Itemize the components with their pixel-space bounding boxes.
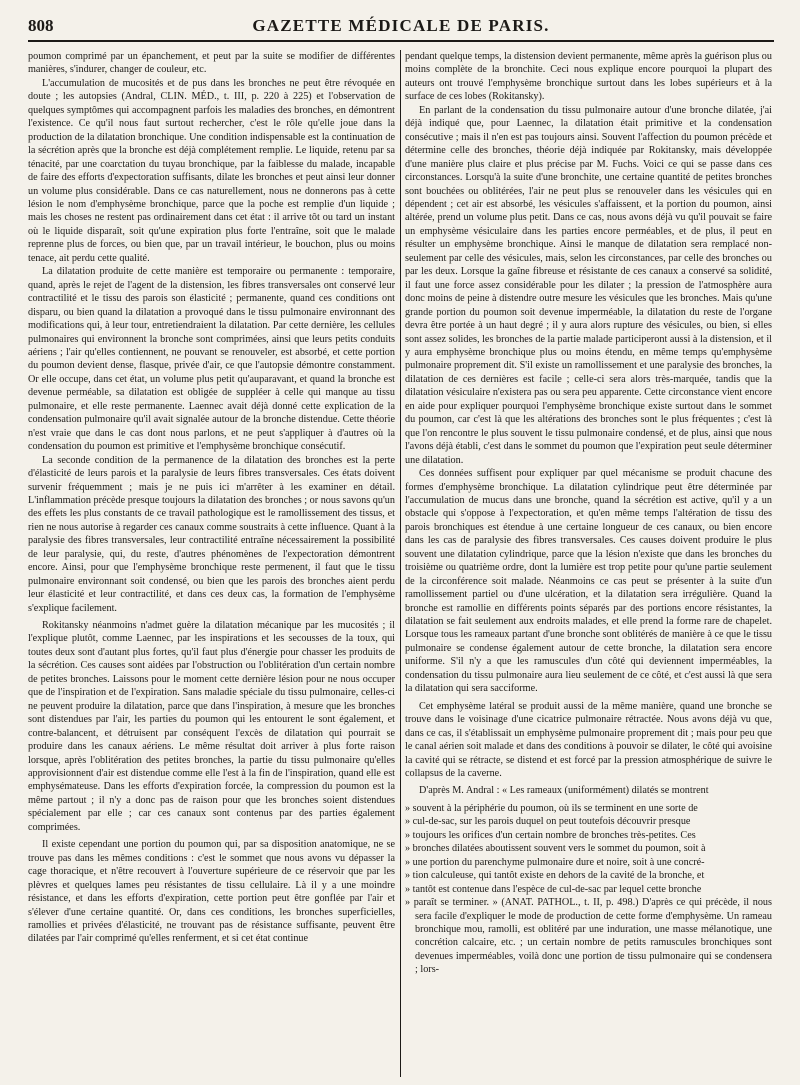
paragraph: Rokitansky néanmoins n'admet guère la dilatation mécanique par les mucosités ; il l'explique plutôt, comme Laennec, par les inspirations et les secousses de la toux, qui toutes deux sont d'autant plus fortes, qu'il faut plus d'énergie pour chasser les produits de la sécrétion. Ces causes sont aidées par l'obstruction ou l'oblitération d'un certain nombre de petites bronches. Laissons pour le moment cette dernière lésion pour ne nous occuper que de l'inspiration et de l'expiration. Sans maladie spéciale du tissu pulmonaire, celles-ci ne peuvent produire la dilatation, parce que dans l'inspiration, à mesure que les bronches sont distendues par l'air, les parties du poumon qui les entourent le sont également, et contre-balancent, et détruisent par conséquent l'excès de dilatation qui pourrait se produire dans les canaux aériens. Le même résultat doit arriver à plus forte raison lorsque, après l'oblitération des petites bronches, la partie du tissu pulmonaire qu'elles approvisionnent d'air est distendue comme elle l'est à la fin de l'inspiration, quand elle est emphysémateuse. Dans les efforts d'expiration forcée, la compression du poumon est la même partout ; il n'y a donc pas de raison pour que les bronches soient distendues spécialement par elle ; car ces canaux sont contenus par des parties également comprimées. xyxy=(28,620,395,833)
page-number: 808 xyxy=(28,16,54,35)
paragraph: La dilatation produite de cette manière est temporaire ou permanente : temporaire, quand, après le rejet de l'agent de la distension, les fibres transversales ont conservé leur contractilité et le tissu des parois son élasticité ; permanente, quand ces conditions ont disparu, ou bien quand la dilatation a provoqué dans le tissu pulmonaire environnant des modifications qui, à leur tour, entretiendraient la dilatation. Par cette dernière, les cellules pulmonaires qui environnent la bronche sont comprimées, ainsi que leurs petits conduits aériens ; l'air qu'elles contiennent, ne pouvant se renouveler, est absorbé, et cette portion du poumon devient dense, flasque, privée d'air, ce que l'autopsie démontre constamment. Or elle occupe, dans cet état, un volume plus petit qu'auparavant, et quand la bronche est devenue perméable, sa dilatation est obligée de suppléer à celle qui manque au tissu pulmonaire, et elle reste permanente. Laennec avait déjà donné cette explication de la condensation pulmonaire qu'il avait signalée autour de la bronche distendue. Cette théorie n'est vraie que dans le cas dont nous parlons, et ne peut s'appliquer à d'autres où la condensation du poumon est primitive et l'emphysème bronchique consécutif. xyxy=(28,266,395,453)
left-column xyxy=(28,50,395,1077)
quote-line: » souvent à la périphérie du poumon, où ils se terminent en une sorte de xyxy=(405,802,698,814)
paragraph: La seconde condition de la permanence de la dilatation des bronches est la perte d'élasticité de leurs parois et la paralysie de leurs fibres transversales. Ces états doivent survenir fréquemment ; mais je ne puis ici m'arrêter à les examiner en détail. L'inflammation précède presque toujours la dilatation des bronches ; or nous savons qu'un des effets les plus constants de ce travail pathologique est le ramollissement des tissus, et rien ne nous autorise à regarder ces canaux comme soustraits à cette influence. Quant à la paralysie des fibres transversales, leur contractilité entraîne nécessairement la possibilité de leur paralysie, qui, du reste, d'autres phénomènes de l'expectoration démontrent encore. Ainsi, pour que l'emphysème bronchique reste permenent, il faut que le tissu pulmonaire environnant soit condensé, ou bien que les parois des bronches aient perdu leur élasticité et leur contractilité, et dans ces deux cas, la formation de l'emphysème s'explique facilement. xyxy=(28,454,395,614)
article-body xyxy=(28,50,774,1077)
paragraph: L'accumulation de mucosités et de pus dans les bronches ne peut être révoquée en doute ; les autopsies (Andral, CLIN. MÉD., t. III, p. 220 à 225) et l'observation de quelques symptômes qui accompagnent parfois les maladies des bronches, en démontrent l'existence. Ce qu'il nous faut surtout rechercher, c'est le rôle qu'elle joue dans la production de la dilatation bronchique. Une condition indispensable est la continuation de la sécrétion après que la bronche est déjà complétement remplie. Le liquide, retenu par sa ténacité, par une coarctation du tuyau bronchique, par la faiblesse du malade, incapable de faire des efforts d'expectoration suffisants, dilate les bronches et peut ainsi leur donner un volume plus considérable. Dans ce cas naturellement, nous ne donnerons pas à cette lésion le nom d'emphysème bronchique, parce que la poche est remplie d'un liquide ; mais les choses ne restent pas ordinairement dans cet état : il arrive tôt ou tard un instant où le liquide disparaît, soit qu'une expiration plus forte l'entraîne, soit que le malade reprenne plus de forces, ou bien que, par un travail intérieur, le bouchon, plus ou moins tenace, ait perdu cette qualité. xyxy=(28,77,395,264)
paragraph: pendant quelque temps, la distension devient permanente, même après la guérison plus ou moins complète de la bronchite. Ceci nous explique encore pourquoi la plupart des auteurs ont trouvé l'emphysème bronchique surtout dans les lobes supérieurs et à la surface de ces lobes (Rokitansky). xyxy=(405,51,772,103)
quote-line: » paraît se terminer. » (ANAT. PATHOL., t. II, p. 498.) D'après ce qui précède, il nous sera facile d'expliquer le mode de production de cette forme d'emphysème. Un rameau bronchique mou, ramolli, est oblitéré par une induration, une masse mélanotique, une concrétion calcaire, etc. ; un certain nombre de petits ramuscules bronchiques sont devenues imperméables, voilà donc une portion de tissu pulmonaire qui se condensera ; lors- xyxy=(405,897,772,976)
paragraph: Ces données suffisent pour expliquer par quel mécanisme se produit chacune des formes d'emphysème bronchique. La dilatation cylindrique peut être déterminée par l'accumulation de mucus dans une bronche, quand la sécrétion est active, qu'il y a un obstacle qui s'oppose à l'expectoration, et qu'en même temps l'altération de tissu des parois bronchiques est étendue à une certaine longueur de ces canaux, ou bien encore dans les cas de paralysie des fibres transversales. Ces causes doivent produire le plus souvent une dilatation cylindrique, parce que la lésion n'existe que dans les bronches du troisième ou quatrième ordre, dont la lumière est trop petite pour qu'une partie seulement de la circonférence soit malade. Néanmoins ce cas peut se présenter à la suite d'un ramollissement partiel ou d'une ulcération, et la dilatation sera irrégulière. Quand la bronche est ramollie en différents points séparés par des portions encore résistantes, la dilatation se fait seulement aux endroits malades, et elle prend la forme rare de chapelet. Lorsque tous les rameaux partant d'une bronche sont oblitérés de manière à ce que le tissu pulmonaire se condense également autour de cette bronche, la dilatation sera encore uniforme. S'il n'y a que les ramuscules d'un côté qui deviennent imperméables, la condensation du tissu pulmonaire aura lieu seulement de ce côté, et c'est aussi là que sera la dilatation qui sera sacciforme. xyxy=(405,468,772,695)
column-divider xyxy=(400,50,401,1077)
right-column xyxy=(405,50,772,1077)
quote-line: » toujours les orifices d'un certain nombre de bronches très-petites. Ces xyxy=(405,829,696,841)
paragraph: D'après M. Andral : « Les rameaux (uniformément) dilatés se montrent xyxy=(419,785,709,797)
page-header xyxy=(28,14,774,42)
journal-title: GAZETTE MÉDICALE DE PARIS. xyxy=(252,16,550,35)
paragraph: Cet emphysème latéral se produit aussi de la même manière, quand une bronche se trouve dans le voisinage d'une cicatrice pulmonaire rétractée. Nous avons déjà vu que, dans ce cas, il s'établissait un emphysème pulmonaire proprement dit ; mais pour peu que le canal aérien soit malade et dans des conditions à pouvoir se dilater, le côté qui avoisine la cavité qui se rétracte, se distend et est forcé par la pression atmosphérique de suivre le collapsus de la caverne. xyxy=(405,700,772,780)
quote-line: » tion calculeuse, qui tantôt existe en dehors de la cavité de la bronche, et xyxy=(405,870,705,882)
quote-line: » bronches dilatées aboutissent souvent vers le sommet du poumon, soit à xyxy=(405,843,706,855)
paragraph: Il existe cependant une portion du poumon qui, par sa disposition anatomique, ne se trouve pas dans les mêmes conditions : c'est le sommet que nous avons vu dépasser la cage thoracique, et n'être recouvert à l'ouverture supérieure de ce réservoir que par les plèvres et quelques lames peu résistantes de tissu cellulaire. Là il y a une moindre résistance, et dans les efforts d'expiration, cette portion peut être gonflée par l'air et s'élever d'une certaine quantité. Or, dans ces conditions, les bronches superficielles, ramollies et privées d'élasticité, ne trouvant pas de résistance suffisante, peuvent être dilatées par l'air comprimé qu'elles renferment, et si cet état continue xyxy=(28,839,395,945)
quote-line: » tantôt est contenue dans l'espèce de cul-de-sac par lequel cette bronche xyxy=(405,883,702,895)
paragraph: poumon comprimé par un épanchement, et peut par la suite se modifier de différentes manières, s'indurer, changer de couleur, etc. xyxy=(28,51,395,76)
andral-quotation xyxy=(405,802,772,977)
quote-line: » une portion du parenchyme pulmonaire dure et noire, soit à une concré- xyxy=(405,856,705,868)
paragraph: En parlant de la condensation du tissu pulmonaire autour d'une bronche dilatée, j'ai déjà indiqué que, pour Laennec, la dilatation était primitive et la condensation consécutive ; mais il n'en est pas toujours ainsi. Souvent l'affection du poumon précède et détermine celle des bronches, théorie déjà indiquée par Rokitansky, mais développée d'une manière plus claire et plus précise par M. Fuchs. Voici ce qui se passe dans ces circonstances. Lorsqu'à la suite d'une bronchite, une certaine quantité de petites bronches sont bouchées ou oblitérées, l'air ne peut plus se renouveler dans les vésicules qui en dépendent ; cet air est absorbé, les vésicules s'affaissent, et la portion du poumon, ainsi altérée, prend un volume plus petit. Dans ce cas, nous avons déjà vu qu'il pouvait se faire un emphysème vésiculaire dans les parties encore perméables, et de plus, il peut en résulter un emphysème bronchique. Ainsi le manque de dilatation sera remplacé non-seulement par celle des vésicules, mais, selon les circonstances, par celle des bronches ou par les deux. Lorsque la gaîne fibreuse et résistante de ces canaux a conservé sa solidité, il faut une force assez considérable pour les dilater ; la pression de l'atmosphère aura donc moins de peine à distendre outre mesure les vésicules que les bronches. Mais qu'une grande portion du poumon soit devenue imperméable, la dilatation du reste de l'organe devra être portée à un haut degré ; il y aura alors rupture des vésicules, ou bien, si elles sont assez solides, les bronches de la partie malade participeront aussi à la distension, et il y aura emphysème bronchique plus ou moins étendu, en même temps qu'emphysème pulmonaire proprement dit. S'il existe un ramollissement et une paralysie des bronches, la dilatation de ces dernières est facile ; celle-ci sera alors très-marquée, tandis que la dilatation vésiculaire n'existera pas ou sera peu apparente. Cette circonstance vient encore en aide pour expliquer pourquoi l'emphysème bronchique existe surtout dans le sommet du poumon, car c'est là que les altérations des bronches sont le plus fréquentes ; c'est là que l'on rencontre le plus souvent le tissu pulmonaire condensé, et de plus, ainsi que nous l'avons déjà établi, c'est dans le sommet du poumon que l'expiration peut seule déterminer une dilatation. xyxy=(405,104,772,466)
quote-line: » cul-de-sac, sur les parois duquel on peut toutefois découvrir presque xyxy=(405,816,691,828)
